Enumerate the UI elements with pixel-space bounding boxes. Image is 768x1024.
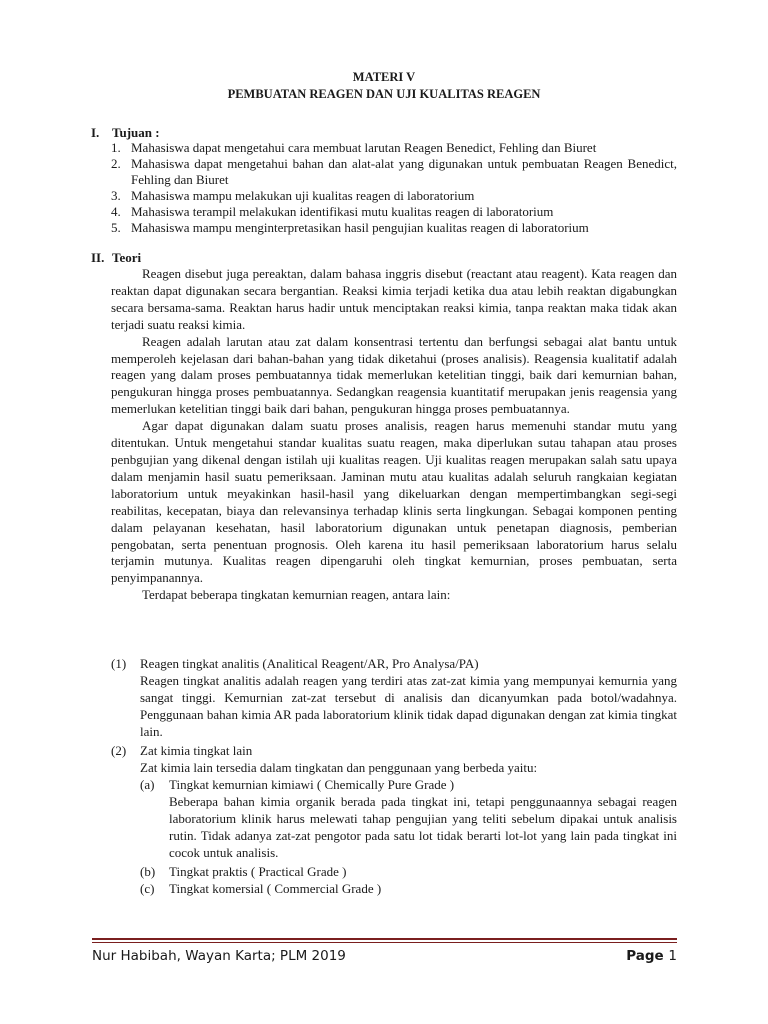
section-heading-teori bbox=[91, 250, 141, 266]
section-number: II. bbox=[91, 250, 105, 265]
grade-description: Reagen tingkat analitis adalah reagen yang terdiri atas zat-zat kimia yang mempunyai kemurnia yang sangat tinggi. Kemurnian zat-zat tersebut di analisis dan dicanyumkan pada botol/wadahnya. Penggunaan bahan kimia AR pada laboratorium klinik tidak dapad digunakan dengan zat kimia tingkat lain. bbox=[140, 673, 677, 739]
grade-intro: Zat kimia lain tersedia dalam tingkatan dan penggunaan yang berbeda yaitu: bbox=[140, 760, 538, 775]
list-item: 4. Mahasiswa terampil melakukan identifikasi mutu kualitas reagen di laboratorium bbox=[111, 204, 554, 219]
section-number: I. bbox=[91, 125, 100, 140]
teori-body bbox=[111, 266, 677, 604]
paragraph: Agar dapat digunakan dalam suatu proses analisis, reagen harus memenuhi standar mutu yang ditentukan. Untuk mengetahui standar kualitas suatu reagen, maka diperlukan sutau tahapan atau proses penbgujian yang dikenal dengan istilah uji kualitas reagen. Uji kualitas reagen merupakan salah satu upaya dalam menjamin hasil suatu pemeriksaan. Jaminan mutu atau kualitas adalah seluruh rangkaian kegiatan laboratorium untuk meyakinkan hasil-hasil yang dikeluarkan dengan mempertimbangkan segi-segi reabilitas, kecepatan, biaya dan relevansinya terhadap klinis serta lingkungan. Sebagai komponen penting dalam pelayanan kesehatan, hasil laboratorium digunakan untuk penetapan diagnosis, pemberian pengobatan, serta penentuan prognosis. Oleh karena itu hasil pemeriksaan laboratorium harus selalu terjamin mutunya. Kualitas reagen dipengaruhi oleh tingkat kemurnian, proses pembuatan, serta penyimpanannya. bbox=[111, 418, 677, 586]
footer-rule bbox=[92, 938, 677, 940]
document-title-line2: PEMBUATAN REAGEN DAN UJI KUALITAS REAGEN bbox=[227, 87, 541, 101]
section-label: Tujuan : bbox=[112, 125, 160, 140]
subgrade-heading: (c) Tingkat komersial ( Commercial Grade ) bbox=[140, 881, 382, 896]
grade-list bbox=[111, 655, 677, 897]
paragraph: Reagen disebut juga pereaktan, dalam bahasa inggris disebut (reactant atau reagent). Kata reagen dan reaktan dapat digunakan secara bergantian. Reaksi kimia terjadi ketika dua atau lebih reaktan digabungkan secara bersama-sama. Reaktan harus hadir untuk menciptakan reaksi kimia, tanpa reaktan maka tidak akan terjadi suatu reaksi kimia. bbox=[111, 266, 677, 332]
tujuan-list bbox=[111, 140, 677, 236]
paragraph: Terdapat beberapa tingkatan kemurnian reagen, antara lain: bbox=[142, 587, 451, 603]
subgrade-heading: (a) Tingkat kemurnian kimiawi ( Chemically Pure Grade ) bbox=[140, 777, 455, 792]
page-footer bbox=[92, 948, 677, 964]
footer-authors: Nur Habibah, Wayan Karta; PLM 2019 bbox=[92, 948, 346, 964]
footer-rule bbox=[92, 942, 677, 943]
list-item: 5. Mahasiswa mampu menginterpretasikan hasil pengujian kualitas reagen di laboratorium bbox=[111, 220, 589, 235]
section-label: Teori bbox=[112, 250, 142, 265]
subgrade-heading: (b) Tingkat praktis ( Practical Grade ) bbox=[140, 864, 347, 879]
paragraph: Reagen adalah larutan atau zat dalam konsentrasi tertentu dan berfungsi sebagai alat bantu untuk memperoleh kejelasan dari bahan-bahan yang tidak diketahui (proses analisis). Reagensia kualitatif adalah reagen yang dalam proses pembuatannya tidak memerlukan ketelitian tinggi, baik dari kemurnian bahan, pengukuran hingga proses pembuatannya. Sedangkan reagensia kuantitatif merupakan jenis reagensia yang memerlukan ketelitian tinggi baik dari bahan, pengukuran hingga proses pembuatannya. bbox=[111, 333, 677, 417]
section-heading-tujuan bbox=[91, 125, 160, 141]
subgrade-description: Beberapa bahan kimia organik berada pada tingkat ini, tetapi penggunaannya sebagai reagen laboratorium klinik harus melewati tahap pengujian yang teliti sebelum dipakai untuk analisis rutin. Tidak adanya zat-zat pengotor pada satu lot tidak berarti lot-lot yang lain pada tingkat ini cocok untuk analisis. bbox=[169, 794, 677, 860]
list-item: 3. Mahasiswa mampu melakukan uji kualitas reagen di laboratorium bbox=[111, 188, 475, 203]
grade-heading: (1) Reagen tingkat analitis (Analitical Reagent/AR, Pro Analysa/PA) bbox=[111, 656, 479, 671]
list-item: 2. Mahasiswa dapat mengetahui bahan dan alat-alat yang digunakan untuk pembuatan Reagen Benedict, Fehling dan Biuret bbox=[111, 156, 677, 187]
grade-heading: (2) Zat kimia tingkat lain bbox=[111, 743, 253, 758]
document-title-line1: MATERI V bbox=[352, 70, 416, 84]
list-item: 1. Mahasiswa dapat mengetahui cara membuat larutan Reagen Benedict, Fehling dan Biuret bbox=[111, 140, 597, 155]
page-number: Page 1 bbox=[626, 948, 677, 964]
